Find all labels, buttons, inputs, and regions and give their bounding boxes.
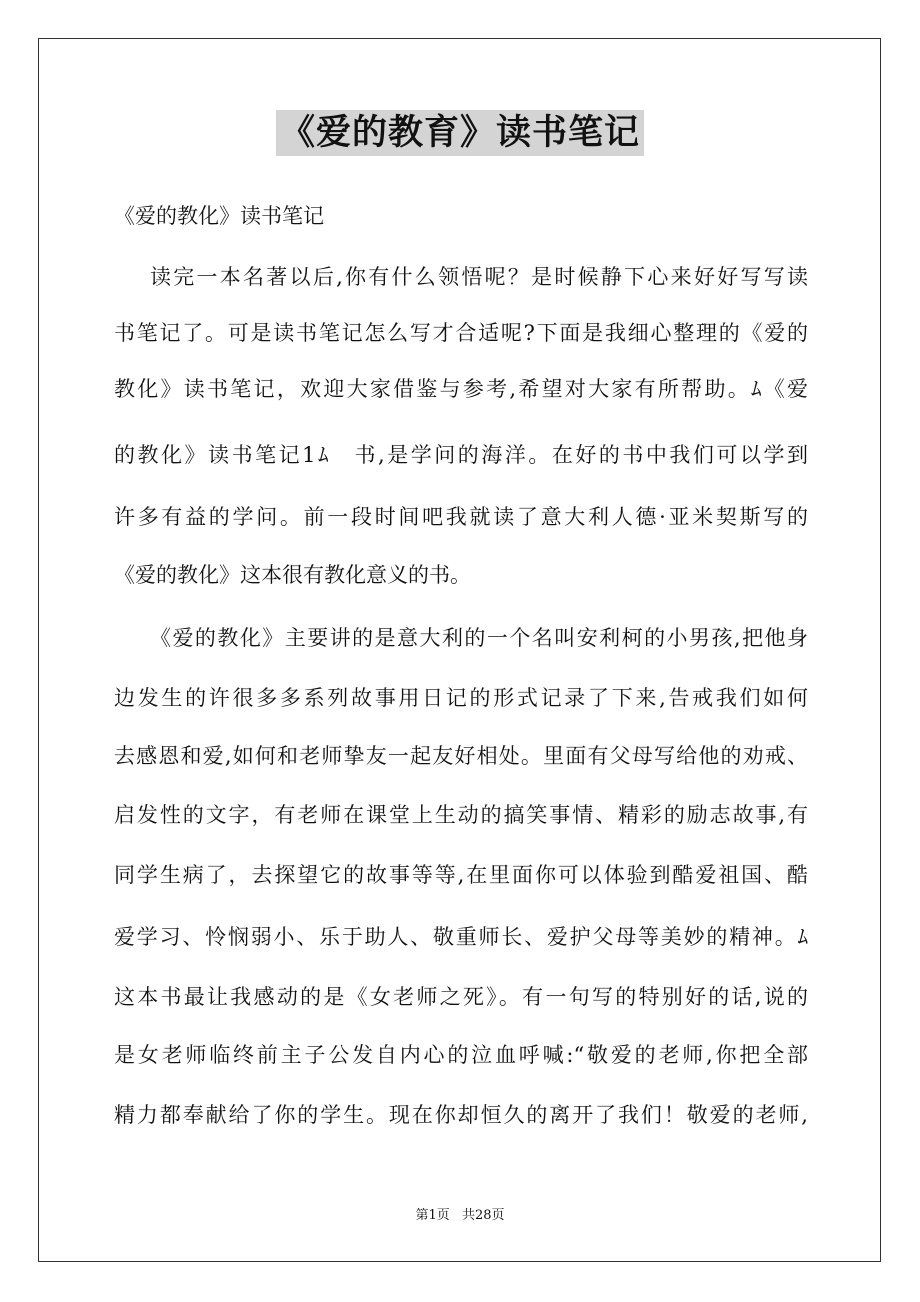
paragraph-line: 教化》读书笔记，欢迎大家借鉴与参考,希望对大家有所帮助。ﾑ《爱 <box>114 377 808 401</box>
paragraph-line: 同学生病了，去探望它的故事等等,在里面你可以体验到酷爱祖国、酷 <box>114 863 808 887</box>
paragraph-line: 启发性的文字，有老师在课堂上生动的搞笑事情、精彩的励志故事,有 <box>114 803 808 827</box>
paragraph-line: 的教化》读书笔记1ﾑ 书,是学问的海洋。在好的书中我们可以学到 <box>114 443 808 467</box>
title-container <box>0 110 920 156</box>
document-title: 《爱的教育》读书笔记 <box>276 110 644 156</box>
page-total: 共28页 <box>461 1208 505 1223</box>
paragraph-line: 《爱的教化》主要讲的是意大利的一个名叫安利柯的小男孩,把他身 <box>150 626 808 650</box>
page-footer <box>0 1206 920 1226</box>
paragraph-line: 这本书最让我感动的是《女老师之死》。有一句写的特别好的话,说的 <box>114 985 808 1009</box>
paragraph-line: 是女老师临终前主子公发自内心的泣血呼喊:“敬爱的老师,你把全部 <box>114 1043 808 1067</box>
paragraph-line: 去感恩和爱,如何和老师挚友一起友好相处。里面有父母写给他的劝戒、 <box>114 744 808 768</box>
paragraph-line: 许多有益的学问。前一段时间吧我就读了意大利人德·亚米契斯写的 <box>114 505 808 529</box>
paragraph-line: 书笔记了。可是读书笔记怎么写才合适呢?下面是我细心整理的《爱的 <box>114 321 808 345</box>
paragraph-line: 爱学习、怜悯弱小、乐于助人、敬重师长、爱护父母等美妙的精神。ﾑ <box>114 925 808 949</box>
paragraph-line: 读完一本名著以后,你有什么领悟呢？是时候静下心来好好写写读 <box>150 265 808 289</box>
paragraph-line: 边发生的许很多多系列故事用日记的形式记录了下来,告戒我们如何 <box>114 686 808 710</box>
document-subtitle: 《爱的教化》读书笔记 <box>114 204 324 228</box>
paragraph-line: 精力都奉献给了你的学生。现在你却恒久的离开了我们！敬爱的老师, <box>114 1103 808 1127</box>
paragraph-line: 《爱的教化》这本很有教化意义的书。 <box>114 563 471 587</box>
page-number: 第1页 <box>415 1208 450 1223</box>
